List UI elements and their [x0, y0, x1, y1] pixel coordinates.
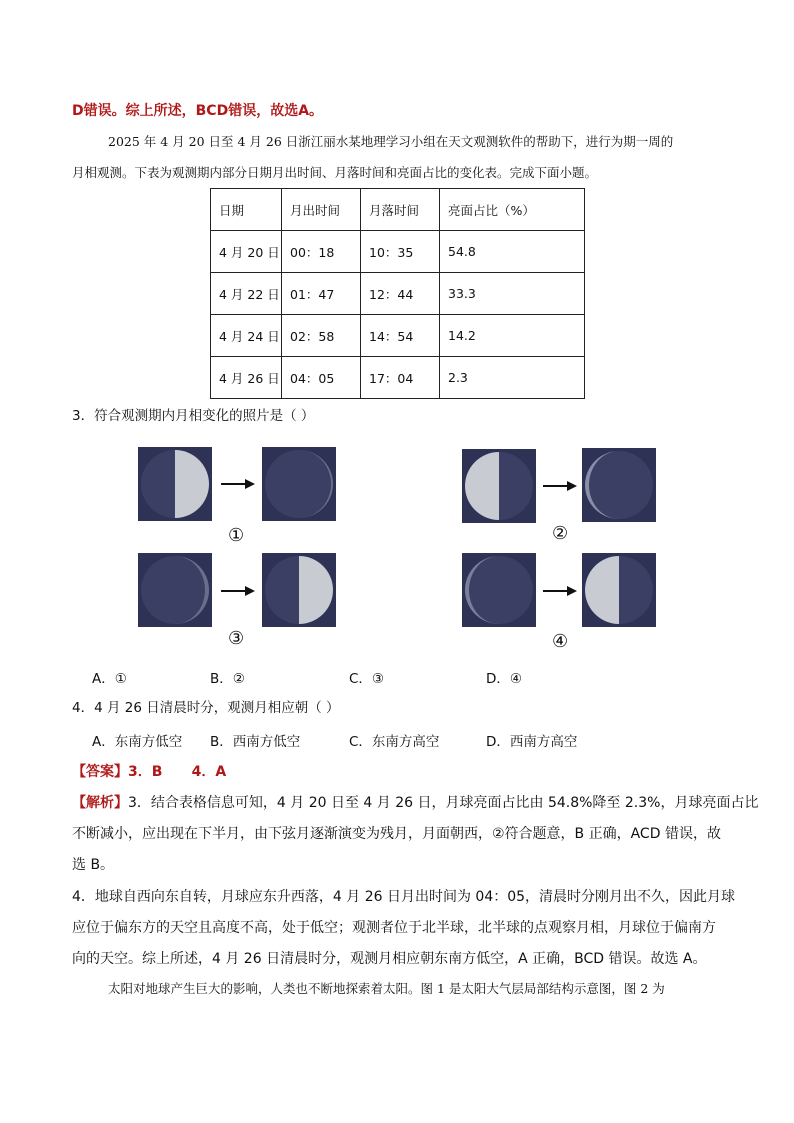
moon-photo-4a: [462, 553, 536, 627]
analysis-text: 3．结合表格信息可知，4 月 20 日至 4 月 26 日，月球亮面占比由 54.8%降至 2.3%，月球亮面占比: [128, 795, 759, 811]
photo-label-1: ①: [228, 525, 245, 546]
analysis-q3-line-1: [72, 792, 758, 812]
photo-label-4: ④: [552, 631, 569, 652]
table-row: [211, 273, 585, 315]
answer-text: 3．B 4．A: [128, 764, 227, 780]
table-cell: 54.8: [440, 231, 585, 273]
table-cell: 17：04: [361, 357, 440, 399]
table-row: [211, 231, 585, 273]
question-3-stem: 3．符合观测期内月相变化的照片是（ ）: [72, 408, 315, 424]
answer-line: [72, 761, 226, 781]
q4-option-b[interactable]: B．西南方低空: [210, 734, 301, 750]
table-cell: 4 月 22 日: [211, 273, 282, 315]
prev-text-2: BCD: [195, 103, 229, 119]
table-cell: 12：44: [361, 273, 440, 315]
table-cell: 4 月 24 日: [211, 315, 282, 357]
table-cell: 4 月 20 日: [211, 231, 282, 273]
moon-photo-3a: [138, 553, 212, 627]
analysis-q3-line-2: 不断减小，应出现在下半月，由下弦月逐渐演变为残月，月面朝西，②符合题意，B 正确，ACD 错误，故: [72, 826, 721, 842]
moon-photo-4b: [582, 553, 656, 627]
arrow-icon: [221, 478, 255, 490]
table-header-row: [211, 189, 585, 231]
answer-tag: 【答案】: [72, 764, 128, 780]
analysis-q4-line-1: 4．地球自西向东自转，月球应东升西落，4 月 26 日月出时间为 04：05，清晨时分刚月出不久，因此月球: [72, 889, 736, 905]
previous-answer-line: [72, 101, 323, 121]
q3-option-d[interactable]: D．④: [486, 671, 522, 687]
table-cell: 33.3: [440, 273, 585, 315]
q4-option-a[interactable]: A．东南方低空: [92, 734, 183, 750]
header-bright-ratio: 亮面占比（%）: [440, 189, 585, 231]
intro-line-1: 2025 年 4 月 20 日至 4 月 26 日浙江丽水某地理学习小组在天文观测软件的帮助下，进行为期一周的: [108, 134, 674, 149]
q3-option-b[interactable]: B．②: [210, 671, 245, 687]
table-cell: 4 月 26 日: [211, 357, 282, 399]
next-passage-line: 太阳对地球产生巨大的影响，人类也不断地探索着太阳。图 1 是太阳大气层局部结构示意图，图 2 为: [108, 981, 665, 996]
analysis-q3-line-3: 选 B。: [72, 857, 115, 873]
moon-photo-3b: [262, 553, 336, 627]
header-date: 日期: [211, 189, 282, 231]
analysis-tag: 【解析】: [72, 795, 128, 811]
header-moonrise: 月出时间: [282, 189, 361, 231]
table-cell: 04：05: [282, 357, 361, 399]
q3-option-a[interactable]: A．①: [92, 671, 127, 687]
photo-label-3: ③: [228, 628, 245, 649]
q3-option-c[interactable]: C．③: [349, 671, 385, 687]
table-cell: 2.3: [440, 357, 585, 399]
observation-table: [210, 188, 585, 399]
prev-text-4: A: [298, 103, 310, 119]
arrow-icon: [543, 480, 577, 492]
prev-text-5: 。: [309, 103, 324, 119]
photo-label-2: ②: [552, 523, 569, 544]
moon-photo-1b: [262, 447, 336, 521]
analysis-q4-line-2: 应位于偏东方的天空且高度不高，处于低空；观测者位于北半球，北半球的点观察月相，月球位于偏南方: [72, 920, 716, 936]
header-moonset: 月落时间: [361, 189, 440, 231]
table-cell: 01：47: [282, 273, 361, 315]
q4-option-d[interactable]: D．西南方高空: [486, 734, 578, 750]
q4-option-c[interactable]: C．东南方高空: [349, 734, 440, 750]
table-cell: 00：18: [282, 231, 361, 273]
table-cell: 14：54: [361, 315, 440, 357]
analysis-q4-line-3: 向的天空。综上所述，4 月 26 日清晨时分，观测月相应朝东南方低空，A 正确，BCD 错误。故选 A。: [72, 951, 707, 967]
table-row: [211, 315, 585, 357]
arrow-icon: [221, 585, 255, 597]
moon-photo-2a: [462, 449, 536, 523]
moon-photo-2b: [582, 448, 656, 522]
moon-photo-1a: [138, 447, 212, 521]
arrow-icon: [543, 585, 577, 597]
table-cell: 02：58: [282, 315, 361, 357]
table-cell: 10：35: [361, 231, 440, 273]
table-cell: 14.2: [440, 315, 585, 357]
question-4-stem: 4．4 月 26 日清晨时分，观测月相应朝（ ）: [72, 700, 340, 716]
intro-line-2: 月相观测。下表为观测期内部分日期月出时间、月落时间和亮面占比的变化表。完成下面小题。: [72, 165, 598, 180]
prev-text-3: 错误，故选: [228, 103, 299, 119]
prev-text-1: D错误。综上所述，: [72, 103, 196, 119]
table-row: [211, 357, 585, 399]
